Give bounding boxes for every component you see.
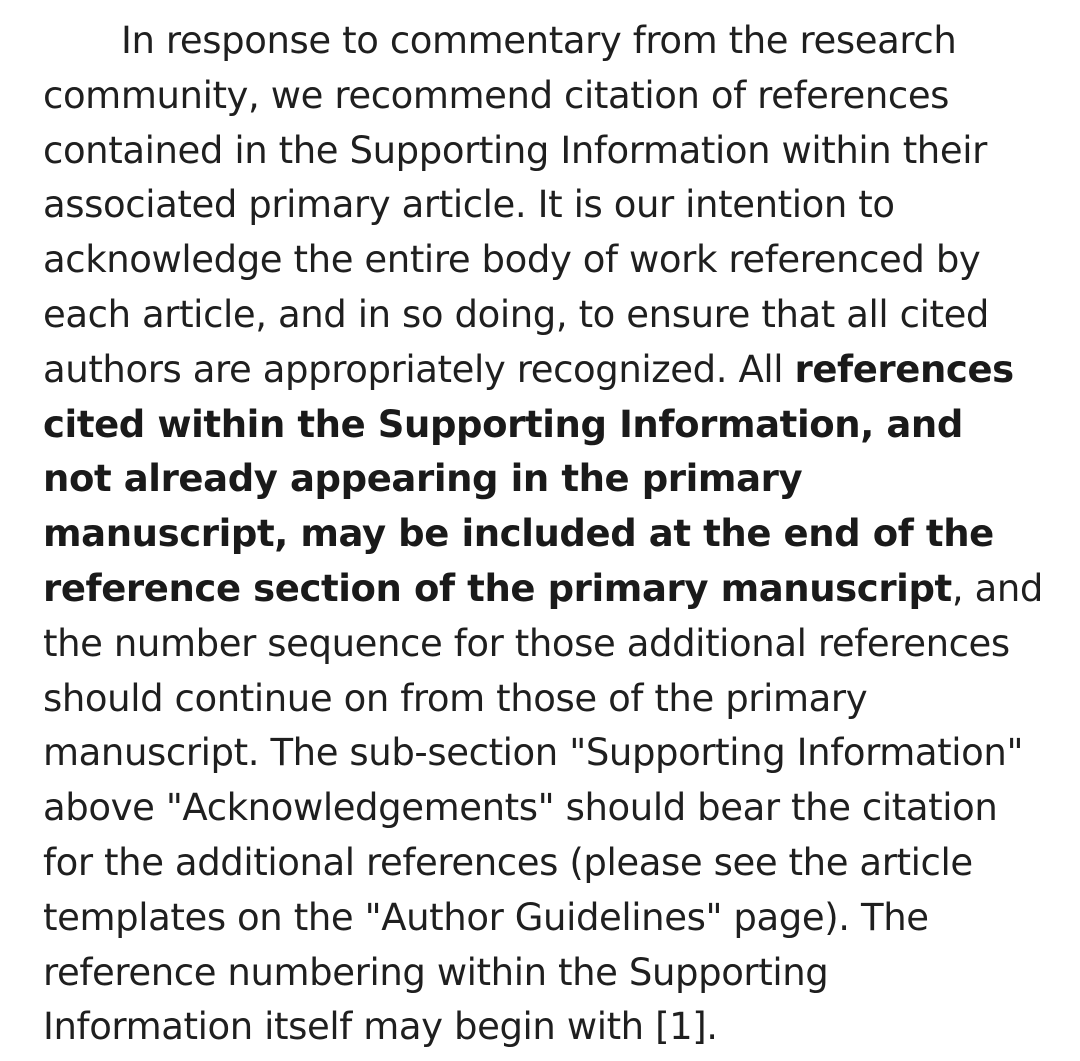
paragraph-text-intro: In response to commentary from the research community, we recommend citation of references contained in the Supporting Information within their associated primary article. It is our intention to acknowledge the entire body of work referenced by each article, and in so doing, to ensure that all cited authors are appropriately recognized. All [43, 19, 990, 391]
guideline-paragraph [43, 14, 1043, 1055]
document-body [43, 14, 1043, 1055]
paragraph-text-emphasis: references cited within the Supporting Information, and not already appearing in the primary manuscript, may be included at the end of the reference section of the primary manuscript [43, 347, 1014, 610]
paragraph-text-continuation: , and the number sequence for those additional references should continue on from those of the primary manuscript. The sub-section "Supporting Information" above "Acknowledgements" should bear the citation for the additional references (please see the article templates on the "Author Guidelines" page). The reference numbering within the Supporting Information itself may begin with [1]. [43, 566, 1043, 1049]
